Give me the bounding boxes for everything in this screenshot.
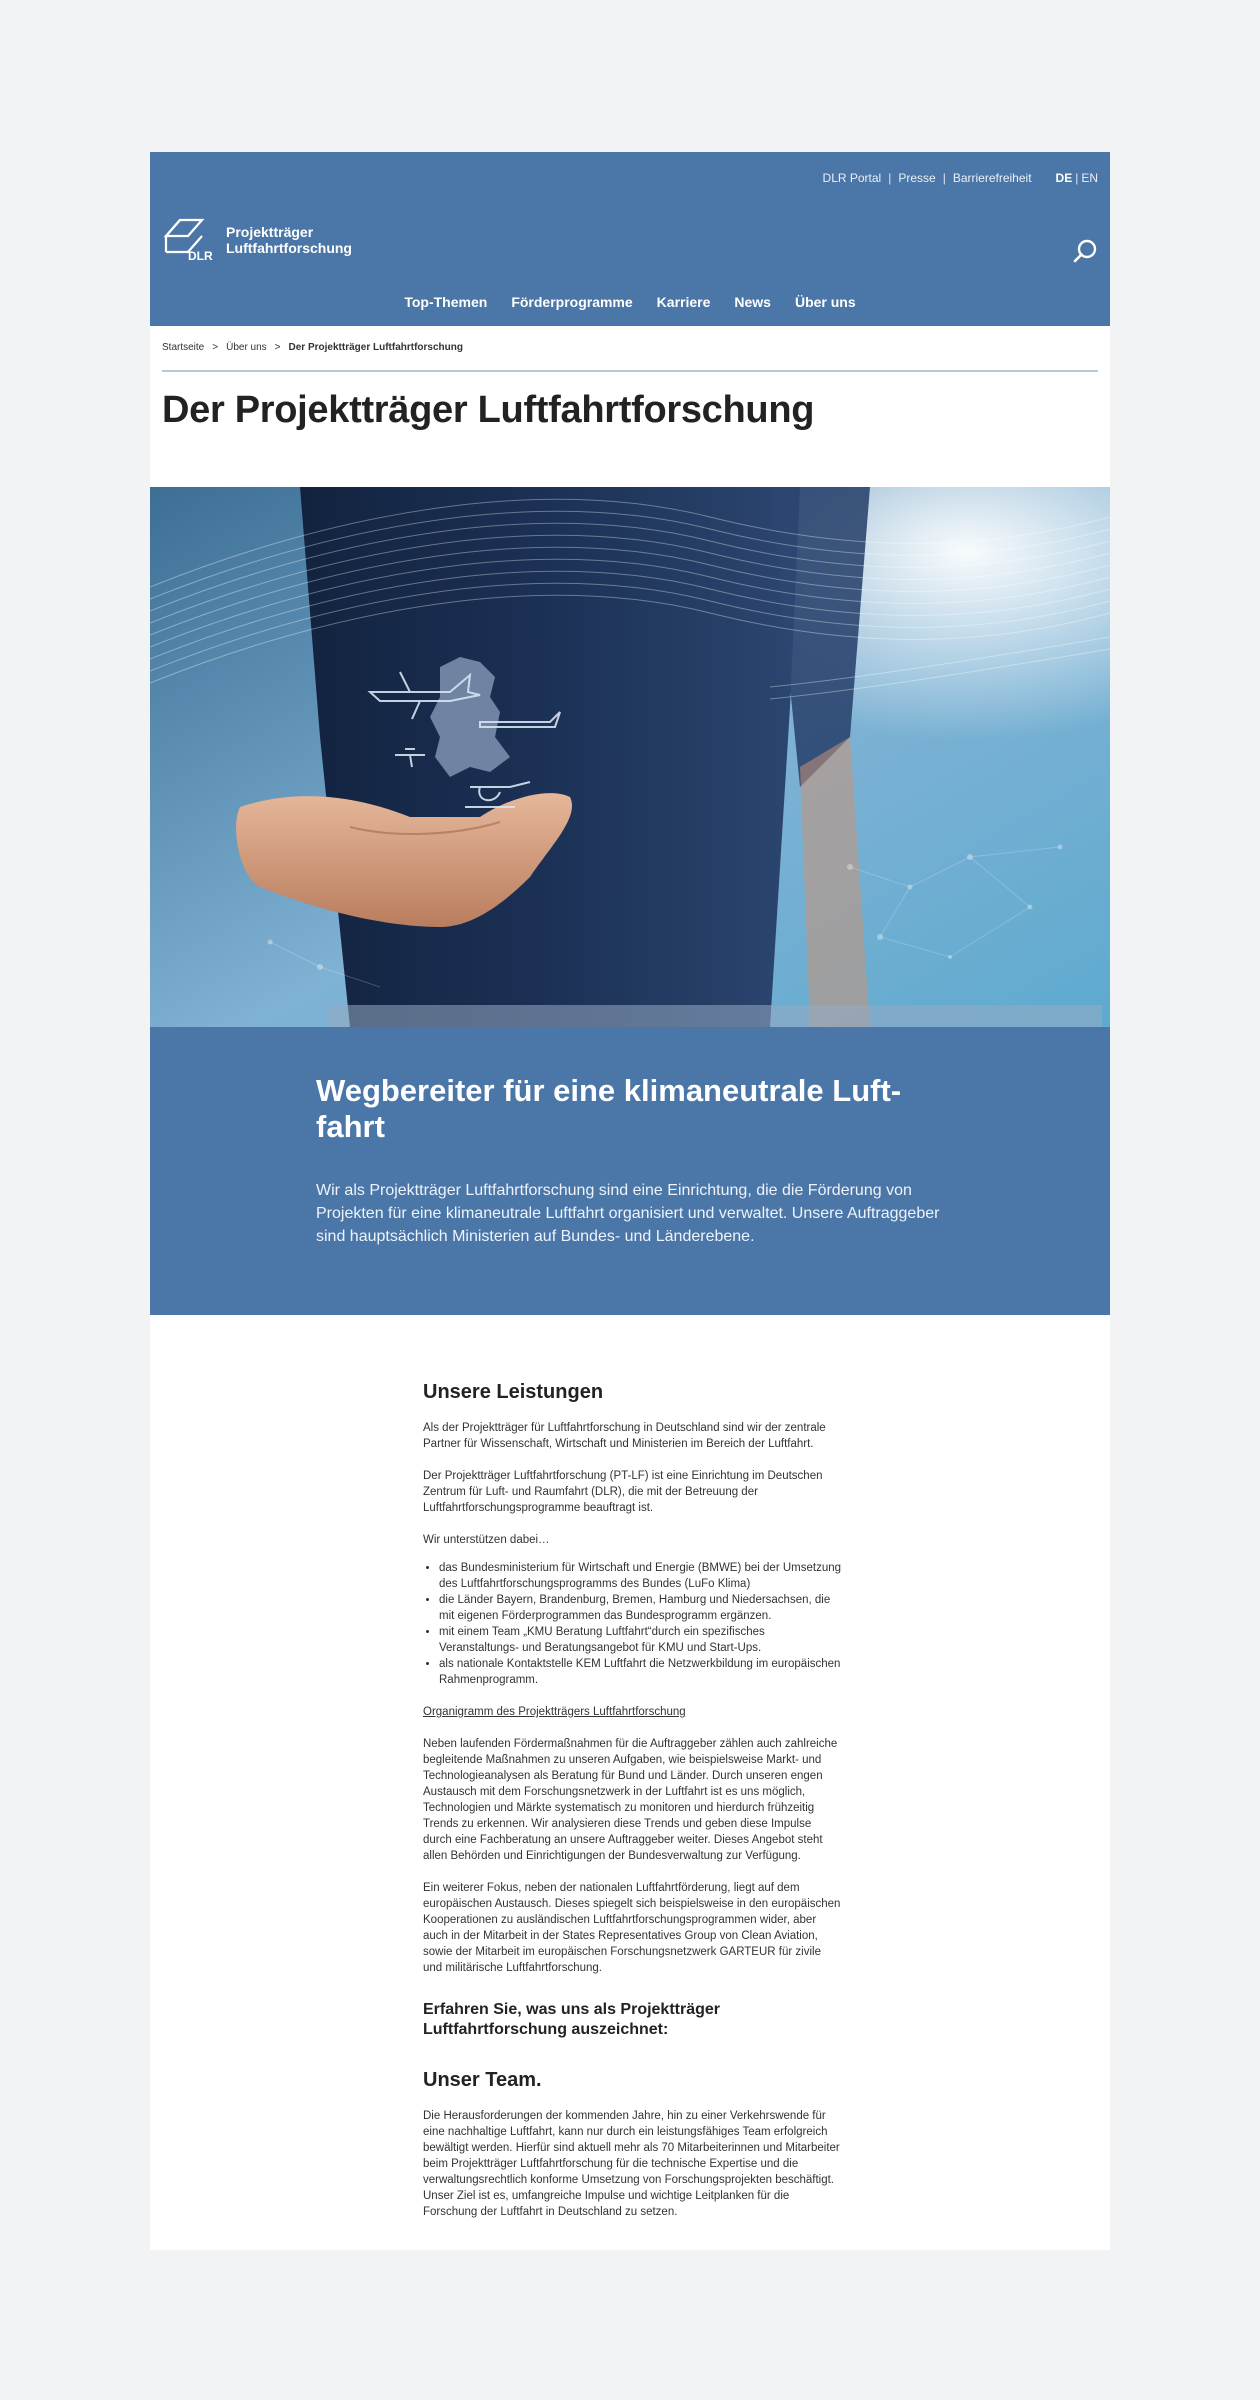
paragraph: Ein weiterer Fokus, neben der nationalen Luftfahrtförderung, liegt auf dem europäischen Austausch. Dieses spiegelt sich beispielsweise in den europäischen Kooperationen zu ausländischen Luftfahrtforschungsprogrammen wider, aber auch in der Mitarbeit in der States Representatives Group von Clean Aviation, sowie der Mitarbeit im europäischen Forschungsnetzwerk GARTEUR für zivile und militärische Luftfahrtforschung. <box>423 1882 841 1974</box>
hero-illustration <box>150 487 1110 1027</box>
list-item: • die Länder Bayern, Brandenburg, Bremen, Hamburg und Niedersachsen, die mit eigenen Förderprogrammen das Bundesprogramm ergänzen. <box>439 1592 843 1624</box>
lang-de[interactable]: DE <box>1055 171 1073 185</box>
nav-ueber-uns[interactable]: Über uns <box>794 294 856 310</box>
article-content <box>423 1380 843 2236</box>
paragraph: Wir unterstützen dabei… <box>423 1534 550 1546</box>
breadcrumb-current: Der Projektträger Luftfahrtforschung <box>288 342 463 353</box>
paragraph: Die Herausforderungen der kommenden Jahre, hin zu einer Verkehrswende für eine nachhaltige Luftfahrt, kann nur durch ein leistungsfähiges Team erfolgreich bewältigt werden. Hierfür sind aktuell mehr als 70 Mitarbeiterinnen und Mitarbeiter beim Projektträger Luftfahrtforschung für die technische Expertise und die verwaltungsrechtlich konforme Umsetzung von Forschungsprojekten beschäftigt. Unser Ziel ist es, umfangreiche Impulse und wichtige Leitplanken für die Forschung der Luftfahrt in Deutschland zu setzen. <box>423 2110 840 2218</box>
util-separator: | <box>888 171 892 185</box>
paragraph: Als der Projektträger für Luftfahrtforschung in Deutschland sind wir der zentrale Partner für Wissenschaft, Wirtschaft und Ministerien im Bereich der Luftfahrt. <box>423 1422 826 1450</box>
organigram-link[interactable]: Organigramm des Projektträgers Luftfahrtforschung <box>423 1706 686 1718</box>
breadcrumb-separator: > <box>212 342 219 353</box>
hero-caption-strip <box>328 1005 1102 1027</box>
util-link-dlr-portal[interactable]: DLR Portal <box>822 171 882 185</box>
hero-image <box>150 487 1110 1027</box>
utility-nav <box>823 171 1098 185</box>
main-nav <box>150 294 1110 310</box>
heading-unser-team: Unser Team. <box>423 2069 542 2091</box>
brand-name <box>226 224 352 256</box>
breadcrumb-ueber-uns[interactable]: Über uns <box>226 342 267 353</box>
list-item: • das Bundesministerium für Wirtschaft und Energie (BMWE) bei der Umsetzung des Luftfahrtforschungsprogramms des Bundes (LuFo Klima) <box>439 1560 843 1592</box>
title-divider <box>162 370 1098 372</box>
nav-karriere[interactable]: Karriere <box>656 294 711 310</box>
lang-separator: | <box>1075 171 1079 185</box>
brand-line-2: Luftfahrtforschung <box>226 240 352 256</box>
breadcrumb-startseite[interactable]: Startseite <box>162 342 205 353</box>
search-icon[interactable] <box>1072 238 1098 264</box>
svg-text:DLR: DLR <box>188 249 213 263</box>
breadcrumb-separator: > <box>274 342 281 353</box>
brand-line-1: Projektträger <box>226 224 314 240</box>
nav-top-themen[interactable]: Top-Themen <box>404 294 488 310</box>
util-separator: | <box>942 171 946 185</box>
lang-en[interactable]: EN <box>1081 171 1098 185</box>
paragraph: Neben laufenden Fördermaßnahmen für die Auftraggeber zählen auch zahlreiche begleitende Maßnahmen zu unseren Aufgaben, wie beispielsweise Markt- und Technologieanalysen als Beratung für Bund und Länder. Durch unseren engen Austausch mit dem Forschungsnetzwerk in der Luftfahrt ist es uns möglich, Technologien und Märkte systematisch zu monitoren und hierdurch frühzeitig Trends zu erkennen. Wir analysieren diese Trends und geben diese Impulse durch eine Fachberatung an unsere Auftraggeber weiter. Dieses Angebot steht allen Behörden und Einrichtigungen der Bundesverwaltung zur Verfügung. <box>423 1738 838 1862</box>
site-header <box>150 152 1110 326</box>
util-link-presse[interactable]: Presse <box>898 171 936 185</box>
page <box>150 152 1110 2250</box>
nav-foerderprogramme[interactable]: Förderprogramme <box>511 294 633 310</box>
paragraph: Der Projektträger Luftfahrtforschung (PT-LF) ist eine Einrichtung im Deutschen Zentrum für Luft- und Raumfahrt (DLR), die mit der Betreuung der Luftfahrtforschungsprogramme beauftragt ist. <box>423 1470 823 1514</box>
language-switch <box>1056 171 1098 185</box>
breadcrumb <box>162 342 463 353</box>
list-item: • als nationale Kontaktstelle KEM Luftfahrt die Netzwerkbildung im europäischen Rahmenprogramm. <box>439 1656 843 1688</box>
nav-news[interactable]: News <box>734 294 771 310</box>
heading-unsere-leistungen: Unsere Leistungen <box>423 1381 604 1403</box>
intro-band <box>150 1027 1110 1315</box>
util-link-barrierefreiheit[interactable]: Barrierefreiheit <box>952 171 1032 185</box>
intro-text: Wir als Projektträger Luftfahrtforschung sind eine Einrichtung, die die Förderung von Projekten für eine klimaneutrale Luftfahrt organisiert und verwaltet. Unsere Auftraggeber sind hauptsächlich Ministerien auf Bundes- und Länderebene. <box>316 1182 940 1245</box>
list-item: • mit einem Team „KMU Beratung Luftfahrt“durch ein spezifisches Veranstaltungs- und Beratungsangebot für KMU und Start-Ups. <box>439 1624 843 1656</box>
dlr-logo-icon <box>162 216 218 264</box>
organigram-paragraph <box>423 1704 843 1720</box>
support-list <box>439 1560 843 1688</box>
heading-auszeichnung: Erfahren Sie, was uns als Projektträger Luftfahrtforschung auszeichnet: <box>423 2001 721 2038</box>
dlr-logo[interactable] <box>162 216 352 264</box>
page-title: Der Projektträger Luftfahrtforschung <box>162 389 815 431</box>
intro-heading: Wegbereiter für eine klimaneutrale Luft-fahrt <box>316 1073 902 1144</box>
